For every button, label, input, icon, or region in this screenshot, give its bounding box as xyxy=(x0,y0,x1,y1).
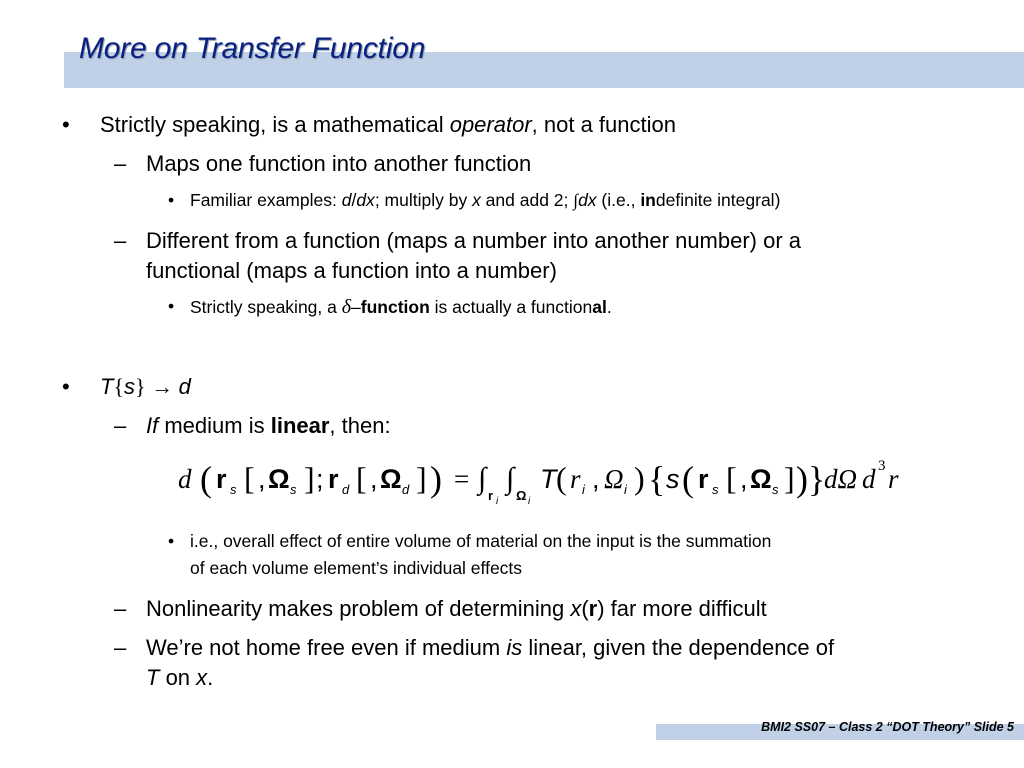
dash-marker: – xyxy=(114,413,127,438)
eq-omega-s: Ω xyxy=(268,464,290,494)
ie-line-2: of each volume element’s individual effects xyxy=(190,558,523,578)
eq-brace-open: { xyxy=(648,459,666,499)
sub-1-text: Maps one function into another function xyxy=(146,151,532,176)
eq-omega-d: Ω xyxy=(380,464,402,494)
eq-T-r: r xyxy=(570,464,581,494)
eq-int-omega: Ω xyxy=(516,488,527,503)
eq-equals: = xyxy=(454,464,470,494)
eq-sub-d: d xyxy=(342,482,350,497)
brace-right: } xyxy=(135,374,146,399)
bullet-marker: • xyxy=(168,190,175,210)
eq-T-omega: Ω xyxy=(604,464,624,494)
examples-add: and add 2; xyxy=(480,190,574,210)
eq-s-omega-sub: s xyxy=(772,482,779,497)
examples-in-bold: in xyxy=(640,190,656,210)
eq-s-bracket-open: [ xyxy=(726,460,737,496)
ie-line-1: i.e., overall effect of entire volume of material on the input is the summation xyxy=(190,531,772,551)
home-free-is: is xyxy=(506,635,523,660)
eq-paren-close: ) xyxy=(430,459,442,499)
eq-int-r: r xyxy=(488,488,494,503)
eq-brace-close: } xyxy=(808,459,826,499)
sub-2-line-2: functional (maps a function into a number) xyxy=(146,258,557,283)
delta-is-actually: is actually a function xyxy=(429,297,593,317)
eq-sub-s: s xyxy=(230,482,237,497)
eq-bracket-close: ] xyxy=(304,460,315,496)
eq-s-paren-close: ) xyxy=(796,459,808,499)
eq-semicolon: ; xyxy=(316,464,324,494)
examples-text: Familiar examples: xyxy=(190,190,342,210)
delta-dash: – xyxy=(351,297,361,317)
eq-comma: , xyxy=(258,464,266,494)
dash-marker: – xyxy=(114,228,127,253)
dash-marker: – xyxy=(114,596,127,621)
bullet-1-text-end: , not a function xyxy=(531,112,676,137)
delta-function-bold: function xyxy=(360,297,430,317)
eq-bracket-open: [ xyxy=(244,460,255,496)
eq-s-comma: , xyxy=(740,464,748,494)
eq-bracket-close-2: ] xyxy=(416,460,427,496)
eq-integral-1: ∫ xyxy=(478,462,487,495)
eq-s-r-sub: s xyxy=(712,482,719,497)
eq-T-paren-open: ( xyxy=(556,460,567,496)
nonlinearity-x: x xyxy=(570,596,582,621)
eq-s: s xyxy=(666,464,680,494)
examples-multiply: ; multiply by xyxy=(374,190,473,210)
dash-marker: – xyxy=(114,635,127,660)
eq-s-paren-open: ( xyxy=(682,459,694,499)
eq-integral-2: ∫ xyxy=(506,462,515,495)
eq-d-omega: dΩ xyxy=(824,464,858,494)
then-text: , then: xyxy=(329,413,391,438)
bullet-1-text: Strictly speaking, is a mathematical xyxy=(100,112,450,137)
examples-definite: definite integral) xyxy=(655,190,781,210)
eq-int-omega-i: i xyxy=(528,496,531,507)
if-text: If xyxy=(146,413,159,438)
linear-bold: linear xyxy=(270,413,330,438)
bullet-marker: • xyxy=(168,296,175,316)
eq-int-r-i: i xyxy=(496,496,499,507)
eq-comma-2: , xyxy=(370,464,378,494)
operator-s: s xyxy=(124,374,136,399)
home-free-period: . xyxy=(207,665,214,690)
sub-2-line-1: Different from a function (maps a number into another number) or a xyxy=(146,228,802,253)
operator-T: T xyxy=(100,374,114,399)
eq-T-comma: , xyxy=(592,464,600,494)
slide-footer: BMI2 SS07 – Class 2 “DOT Theory” Slide 5 xyxy=(761,720,1014,734)
nonlinearity-paren-open: ( xyxy=(581,596,589,621)
examples-ie: (i.e., xyxy=(596,190,641,210)
home-free-on: on xyxy=(159,665,197,690)
home-free-T: T xyxy=(146,665,160,690)
nonlinearity-paren-close: ) xyxy=(597,596,605,621)
eq-r-final: r xyxy=(888,464,899,494)
eq-sub-d-2: d xyxy=(402,482,410,497)
home-free-end: linear, given the dependence of xyxy=(522,635,835,660)
bullet-1-emphasis: operator xyxy=(449,112,532,137)
examples-d: d xyxy=(341,190,352,210)
nonlinearity-end: far more difficult xyxy=(604,596,767,621)
eq-cube: 3 xyxy=(878,458,886,474)
integral-sign: ∫ xyxy=(573,190,579,210)
transfer-equation xyxy=(178,458,908,510)
eq-T: T xyxy=(540,464,557,494)
slide-title: More on Transfer Function xyxy=(79,32,426,65)
eq-s-r: r xyxy=(698,464,709,494)
operator-d: d xyxy=(178,374,191,399)
eq-s-omega: Ω xyxy=(750,464,772,494)
eq-T-paren-close: ) xyxy=(634,460,645,496)
eq-r-s: r xyxy=(216,464,227,494)
nonlinearity-r: r xyxy=(588,596,598,621)
nonlinearity-text: Nonlinearity makes problem of determining xyxy=(146,596,571,621)
eq-sub-s-2: s xyxy=(290,482,297,497)
eq-r-d: r xyxy=(328,464,339,494)
delta-al-bold: al xyxy=(592,297,607,317)
eq-d: d xyxy=(178,464,192,494)
brace-left: { xyxy=(113,374,125,399)
examples-dx-2: dx xyxy=(578,190,597,210)
home-free-x: x xyxy=(196,665,208,690)
eq-paren-open: ( xyxy=(200,459,212,499)
delta-text: Strictly speaking, a xyxy=(190,297,342,317)
eq-T-omega-i: i xyxy=(624,482,627,497)
arrow-symbol: → xyxy=(145,374,179,399)
bullet-marker: • xyxy=(168,531,175,551)
eq-d-2: d xyxy=(862,464,876,494)
delta-symbol: δ xyxy=(341,296,352,318)
delta-period: . xyxy=(606,297,612,317)
examples-x: x xyxy=(472,190,481,210)
medium-is-text: medium is xyxy=(158,413,271,438)
examples-dx: dx xyxy=(356,190,375,210)
dash-marker: – xyxy=(114,151,127,176)
home-free-text: We’re not home free even if medium xyxy=(146,635,507,660)
bullet-marker: • xyxy=(62,112,70,137)
bullet-marker: • xyxy=(62,374,70,399)
eq-s-bracket-close: ] xyxy=(784,460,795,496)
eq-bracket-open-2: [ xyxy=(356,460,367,496)
eq-T-r-i: i xyxy=(582,482,585,497)
examples-slash: / xyxy=(351,190,357,210)
